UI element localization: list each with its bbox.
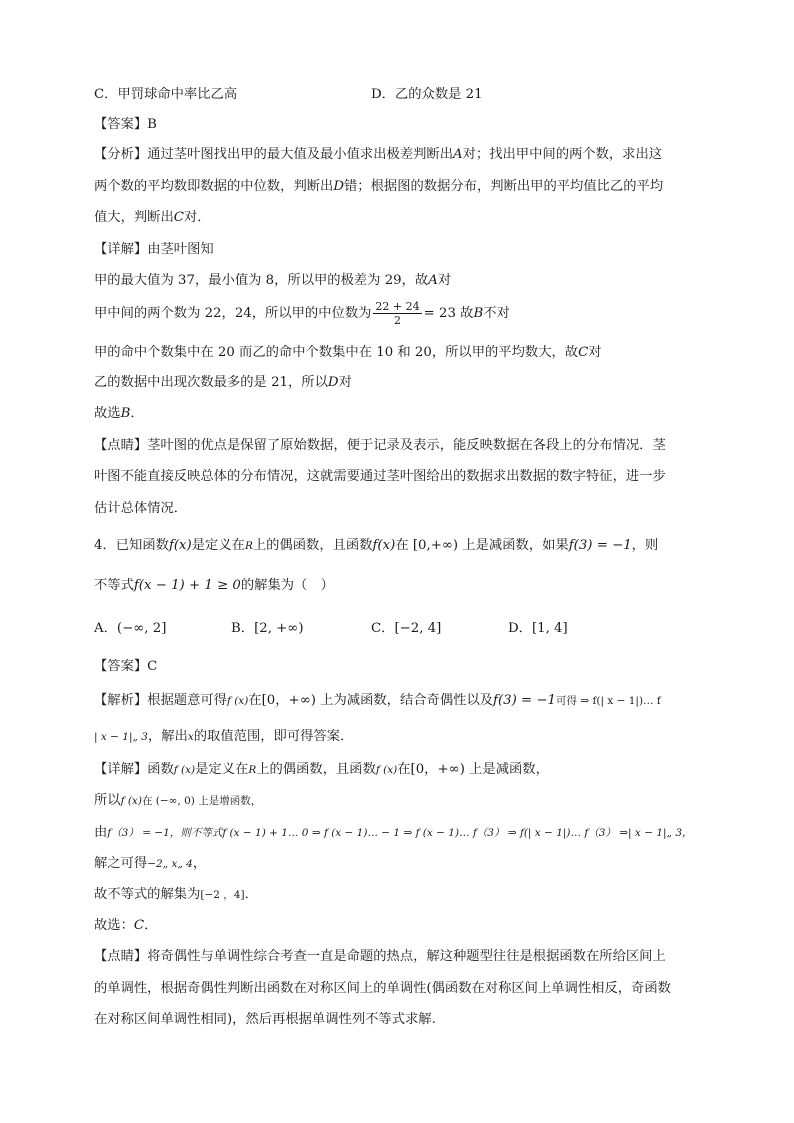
q4-option-c: C．[−2, 4] bbox=[371, 621, 442, 636]
analysis-line-2: 两个数的平均数即数据的中位数，判断出D错；根据图的数据分布，判断出甲的平均值比乙的平均 bbox=[94, 179, 664, 194]
xiangjie-line-2: 所以f (x)在 (−∞, 0) 上是增函数， bbox=[94, 793, 262, 808]
comment-line-2: 叶图不能直接反映总体的分布情况，这就需要通过茎叶图给出的数据求出数据的数字特征，进一步 bbox=[94, 469, 666, 484]
option-c-prev: C．甲罚球命中率比乙高 bbox=[94, 87, 238, 102]
analysis-line-1: 【分析】通过茎叶图找出甲的最大值及最小值求出极差判断出A对；找出甲中间的两个数，求出这 bbox=[94, 147, 663, 162]
q4-option-a: A．(−∞, 2] bbox=[94, 621, 167, 636]
dianjing-line-1: 【点睛】将奇偶性与单调性综合考查一直是命题的热点，解这种题型往往是根据函数在所给区间上 bbox=[94, 949, 666, 964]
comment-line-1: 【点睛】茎叶图的优点是保留了原始数据，便于记录及表示，能反映数据在各段上的分布情况．茎 bbox=[94, 438, 666, 453]
xiangjie-line-5: 故不等式的解集为[−2 ，4]． bbox=[94, 887, 258, 902]
q4-option-b: B．[2, +∞) bbox=[231, 621, 304, 636]
question-4-line-1: 4．已知函数f(x)是定义在R上的偶函数，且函数f(x)在 [0,+∞) 上是减函数，如果f(3) = −1，则 bbox=[94, 538, 659, 553]
answer-label-1: 【答案】B bbox=[94, 117, 157, 132]
detail-line-1: 【详解】由茎叶图知 bbox=[94, 242, 214, 257]
analysis-line-3: 值大，判断出C对． bbox=[94, 210, 211, 225]
comment-line-3: 估计总体情况． bbox=[94, 501, 188, 516]
question-4-line-2: 不等式f(x − 1) + 1 ≥ 0的解集为（ ） bbox=[94, 578, 334, 593]
q4-option-d: D．[1, 4] bbox=[508, 621, 568, 636]
detail-line-6: 故选B． bbox=[94, 406, 144, 421]
xiangjie-line-6: 故选：C． bbox=[94, 918, 158, 933]
detail-line-3: 甲中间的两个数为 22，24，所以甲的中位数为 $\frac{22 + 24}{2}$ = 23 故B不对 bbox=[94, 300, 510, 327]
jiexi-line-1: 【解析】根据题意可得f (x)在[0，+∞) 上为减函数，结合奇偶性以及f(3) = −1可得 ⇒ f(| x − 1|)… f bbox=[94, 693, 661, 708]
xiangjie-line-3: 由f（3） = −1，则不等式f (x − 1) + 1… 0 ⇒ f (x − 1)… − 1 ⇒ f (x − 1)… f（3） ⇒ f(| x − 1|)… f（3） ⇒| x − 1|„ 3， bbox=[94, 825, 693, 840]
answer-label-2: 【答案】C bbox=[94, 659, 158, 674]
xiangjie-line-1: 【详解】函数f (x)是定义在R上的偶函数，且函数f (x)在[0，+∞) 上是减函数， bbox=[94, 762, 549, 777]
xiangjie-line-4: 解之可得−2„ x„ 4， bbox=[94, 856, 207, 871]
dianjing-line-2: 的单调性，根据奇偶性判断出函数在对称区间上的单调性(偶函数在对称区间上单调性相反，奇函数 bbox=[94, 981, 671, 996]
median-fraction: $\frac{22 + 24}{2}$ bbox=[375, 300, 420, 327]
detail-line-5: 乙的数据中出现次数最多的是 21，所以D对 bbox=[94, 375, 352, 390]
detail-line-4: 甲的命中个数集中在 20 而乙的命中个数集中在 10 和 20，所以甲的平均数大，故C对 bbox=[94, 345, 602, 360]
jiexi-line-2: | x − 1|„ 3，解出x的取值范围，即可得答案． bbox=[94, 729, 354, 744]
detail-line-2: 甲的最大值为 37，最小值为 8，所以甲的极差为 29，故A对 bbox=[94, 273, 452, 288]
dianjing-line-3: 在对称区间单调性相同)，然后再根据单调性列不等式求解. bbox=[94, 1012, 436, 1027]
option-d-prev: D．乙的众数是 21 bbox=[371, 87, 483, 102]
